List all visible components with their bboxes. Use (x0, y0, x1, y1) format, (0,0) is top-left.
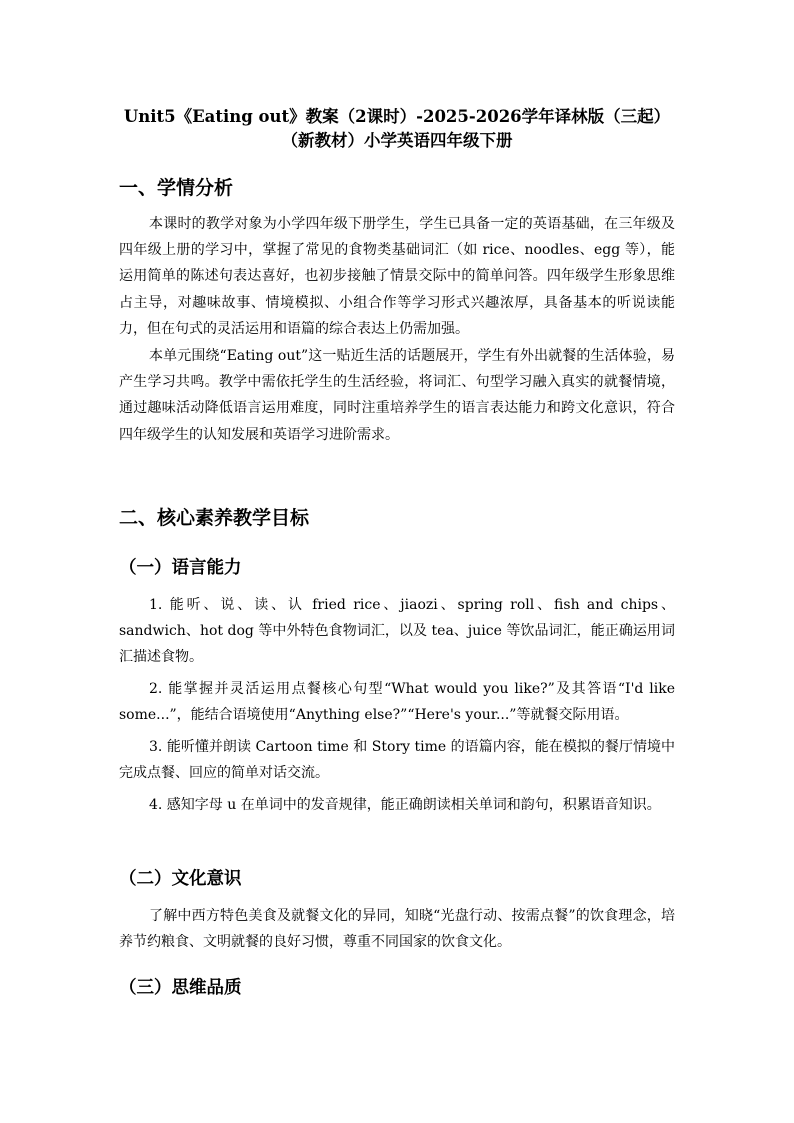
paragraph-learner-analysis-2: 本单元围绕“Eating out”这一贴近生活的话题展开，学生有外出就餐的生活体验，易产生学习共鸣。教学中需依托学生的生活经验，将词汇、句型学习融入真实的就餐情境，通过趣味活动降低语言运用难度，同时注重培养学生的语言表达能力和跨文化意识，符合四年级学生的认知发展和英语学习进阶需求。 (119, 348, 675, 443)
section-heading-teaching-objectives: 二、核心素养教学目标 (119, 507, 310, 529)
paragraph-cultural-awareness: 了解中西方特色美食及就餐文化的异同，知晓“光盘行动、按需点餐”的饮食理念，培养节约粮食、文明就餐的良好习惯，尊重不同国家的饮食文化。 (119, 908, 675, 951)
objective-item-3: 3. 能听懂并朗读 Cartoon time 和 Story time 的语篇内容，能在模拟的餐厅情境中完成点餐、回应的简单对话交流。 (119, 739, 675, 782)
document-title-line-1: Unit5《Eating out》教案（2课时）-2025-2026学年译林版（三起） (123, 107, 671, 126)
objective-item-1: 1. 能听、说、读、认 fried rice、jiaozi、spring roll、fish and chips、sandwich、hot dog 等中外特色食物词汇，以及 tea、juice 等饮品词汇，能正确运用词汇描述食物。 (119, 597, 675, 666)
section-heading-learner-analysis: 一、学情分析 (119, 177, 234, 199)
document-title-line-2: （新教材）小学英语四年级下册 (281, 131, 513, 150)
objective-item-2: 2. 能掌握并灵活运用点餐核心句型“What would you like?”及其答语“I'd like some...”，能结合语境使用“Anything else?”“Here's your...”等就餐交际用语。 (119, 681, 675, 724)
paragraph-learner-analysis-1: 本课时的教学对象为小学四年级下册学生，学生已具备一定的英语基础，在三年级及四年级上册的学习中，掌握了常见的食物类基础词汇（如 rice、noodles、egg 等），能运用简单的陈述句表达喜好，也初步接触了情景交际中的简单问答。四年级学生形象思维占主导，对趣味故事、情境模拟、小组合作等学习形式兴趣浓厚，具备基本的听说读能力，但在句式的灵活运用和语篇的综合表达上仍需加强。 (119, 216, 675, 337)
objective-item-4: 4. 感知字母 u 在单词中的发音规律，能正确朗读相关单词和韵句，积累语音知识。 (149, 797, 661, 813)
subsection-heading-thinking-quality: （三）思维品质 (119, 978, 242, 998)
subsection-heading-language-ability: （一）语言能力 (119, 558, 242, 578)
subsection-heading-cultural-awareness: （二）文化意识 (119, 869, 242, 889)
